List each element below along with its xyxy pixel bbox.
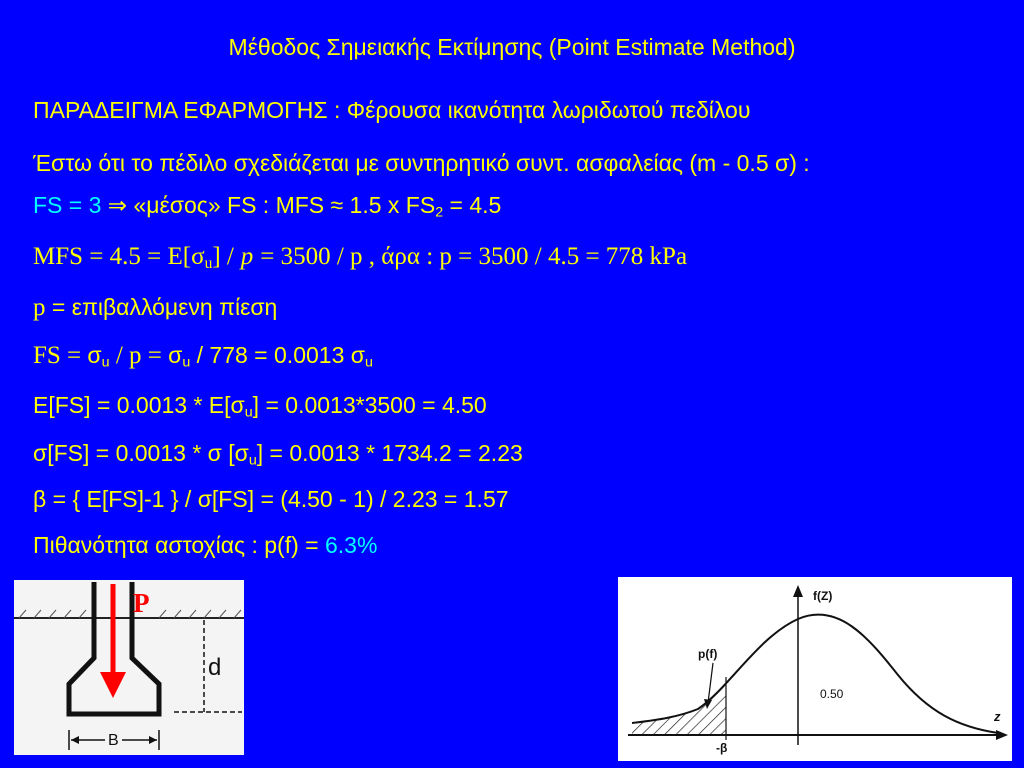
stdev-fs-line (33, 440, 523, 467)
normal-curve-drawing (618, 577, 1012, 761)
beta-line: β = { E[FS]-1 } / σ[FS] = (4.50 - 1) / 2.23 = 1.57 (33, 486, 509, 512)
depth-label: d (208, 654, 222, 681)
sigma-3: σ (350, 342, 365, 368)
z-axis-label: z (994, 709, 1001, 724)
pressure-def-text: = επιβαλλόμενη πίεση (45, 294, 278, 320)
fs-eq-c: / 778 = 0.0013 (190, 342, 351, 368)
mfs-eq-b: ] / (212, 243, 234, 270)
expected-fs-line (33, 392, 487, 419)
sfs-a: σ[FS] = 0.0013 * σ [σ (33, 440, 249, 466)
fs-subscript: 2 (435, 204, 444, 221)
pf-label: Πιθανότητα αστοχίας : p(f) = (33, 532, 325, 558)
sub-3: u (364, 354, 373, 371)
beta-label: -β (716, 741, 728, 755)
fz-label: f(Z) (813, 589, 833, 603)
sigma-2: σ (168, 342, 183, 368)
failure-probability-line (33, 532, 377, 559)
sfs-b: ] = 0.0013 * 1734.2 = 2.23 (256, 440, 523, 466)
normal-distribution-figure (618, 577, 1012, 761)
pressure-line (33, 242, 687, 271)
slide-title: Μέθοδος Σημειακής Εκτίμησης (Point Estimate Method) (228, 34, 796, 60)
p-symbol: p (33, 294, 46, 321)
mfs-eq-c: = 3500 / p , άρα : p = 3500 / 4.5 = 778 kPa (260, 243, 688, 270)
pf-value: 6.3% (324, 532, 378, 558)
pf-figure-label: p(f) (698, 647, 718, 661)
efs-b: ] = 0.0013*3500 = 4.50 (252, 392, 487, 418)
sigma-u-sub: u (204, 254, 213, 272)
half-label: 0.50 (820, 687, 844, 701)
sub-2: u (182, 354, 191, 371)
mean-fs-text: «μέσος» FS : MFS (133, 192, 325, 218)
assumption-line: Έστω ότι το πέδιλο σχεδιάζεται με συντηρητικό συντ. ασφαλείας (m - 0.5 σ) : (33, 150, 810, 176)
mfs-result: = 4.5 (449, 192, 502, 218)
fs-value: FS = 3 (33, 192, 102, 218)
width-label: B (105, 732, 122, 750)
mfs-product: 1.5 x FS (349, 192, 436, 218)
pressure-definition (33, 294, 277, 322)
approx-symbol: ≈ (330, 192, 344, 218)
mfs-eq-a: MFS = 4.5 = E[σ (33, 243, 205, 270)
fs-eq-b: / p = (109, 342, 169, 369)
pressure-symbol: p (240, 243, 254, 270)
fs-eq-a: FS = (33, 342, 88, 369)
efs-sub: u (244, 404, 253, 421)
sub-1: u (101, 354, 110, 371)
efs-a: E[FS] = 0.0013 * E[σ (33, 392, 245, 418)
sfs-sub: u (248, 452, 257, 469)
footing-figure (14, 580, 244, 755)
sigma-1: σ (87, 342, 102, 368)
implies-symbol: ⇒ (107, 192, 128, 218)
load-label: P (133, 588, 150, 618)
fs-equation (33, 342, 373, 370)
mean-fs-line (33, 192, 501, 219)
example-heading: ΠΑΡΑΔΕΙΓΜΑ ΕΦΑΡΜΟΓΗΣ : Φέρουσα ικανότητα λωριδωτού πεδίλου (33, 97, 751, 123)
